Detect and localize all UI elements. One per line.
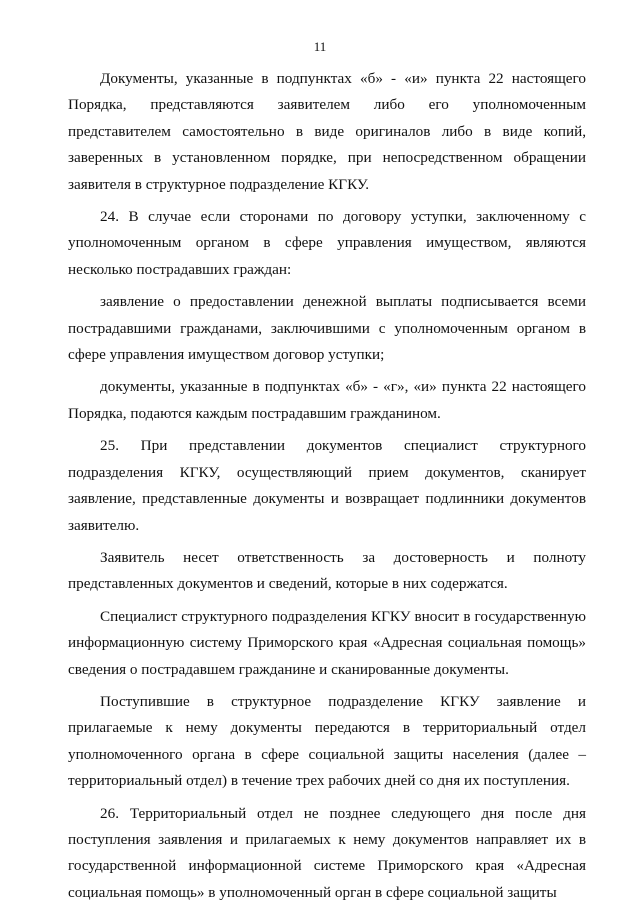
paragraph-documents-submission: Документы, указанные в подпунктах «б» - «и» пункта 22 настоящего Порядка, представляются заявителем либо его уполномоченным представителем самостоятельно в виде оригиналов либо в виде копий, заверенных в установленном порядке, при непосредственном обращении заявителя в структурное подразделение КГКУ. (68, 70, 586, 193)
paragraph-item-26: 26. Территориальный отдел не позднее следующего дня после дня поступления заявления и прилагаемых к нему документов направляет их в государственной информационной системе Приморского края «Адресная социальная помощь» в уполномоченный орган в сфере социальной защиты (68, 804, 586, 901)
paragraph-item-24: 24. В случае если сторонами по договору уступки, заключенному с уполномоченным органом в сфере управления имуществом, являются несколько пострадавших граждан: (68, 208, 586, 278)
paragraph-documents-each-citizen: документы, указанные в подпунктах «б» - «г», «и» пункта 22 настоящего Порядка, подаются каждым пострадавшим гражданином. (68, 378, 586, 422)
paragraph-applicant-responsibility: Заявитель несет ответственность за достоверность и полноту представленных документов и сведений, которые в них содержатся. (68, 548, 586, 593)
paragraph-item-25: 25. При представлении документов специалист структурного подразделения КГКУ, осуществляющий прием документов, сканирует заявление, представленные документы и возвращает подлинники документов заявителю. (68, 437, 586, 534)
paragraph-specialist-entry: Специалист структурного подразделения КГКУ вносит в государственную информационную систему Приморского края «Адресная социальная помощь» сведения о пострадавшем гражданине и сканированные документы. (68, 607, 586, 678)
page-number: 11 (313, 39, 327, 54)
document-body (68, 66, 586, 906)
paragraph-transfer-to-territorial-office: Поступившие в структурное подразделение КГКУ заявление и прилагаемые к нему документы передаются в территориальный отдел уполномоченного органа в сфере социальной защиты населения (далее – территориальный отдел) в течение трех рабочих дней со дня их поступления. (68, 692, 586, 790)
paragraph-application-signing: заявление о предоставлении денежной выплаты подписывается всеми пострадавшими гражданами, заключившими с уполномоченным органом в сфере управления имуществом договор уступки; (68, 293, 586, 364)
